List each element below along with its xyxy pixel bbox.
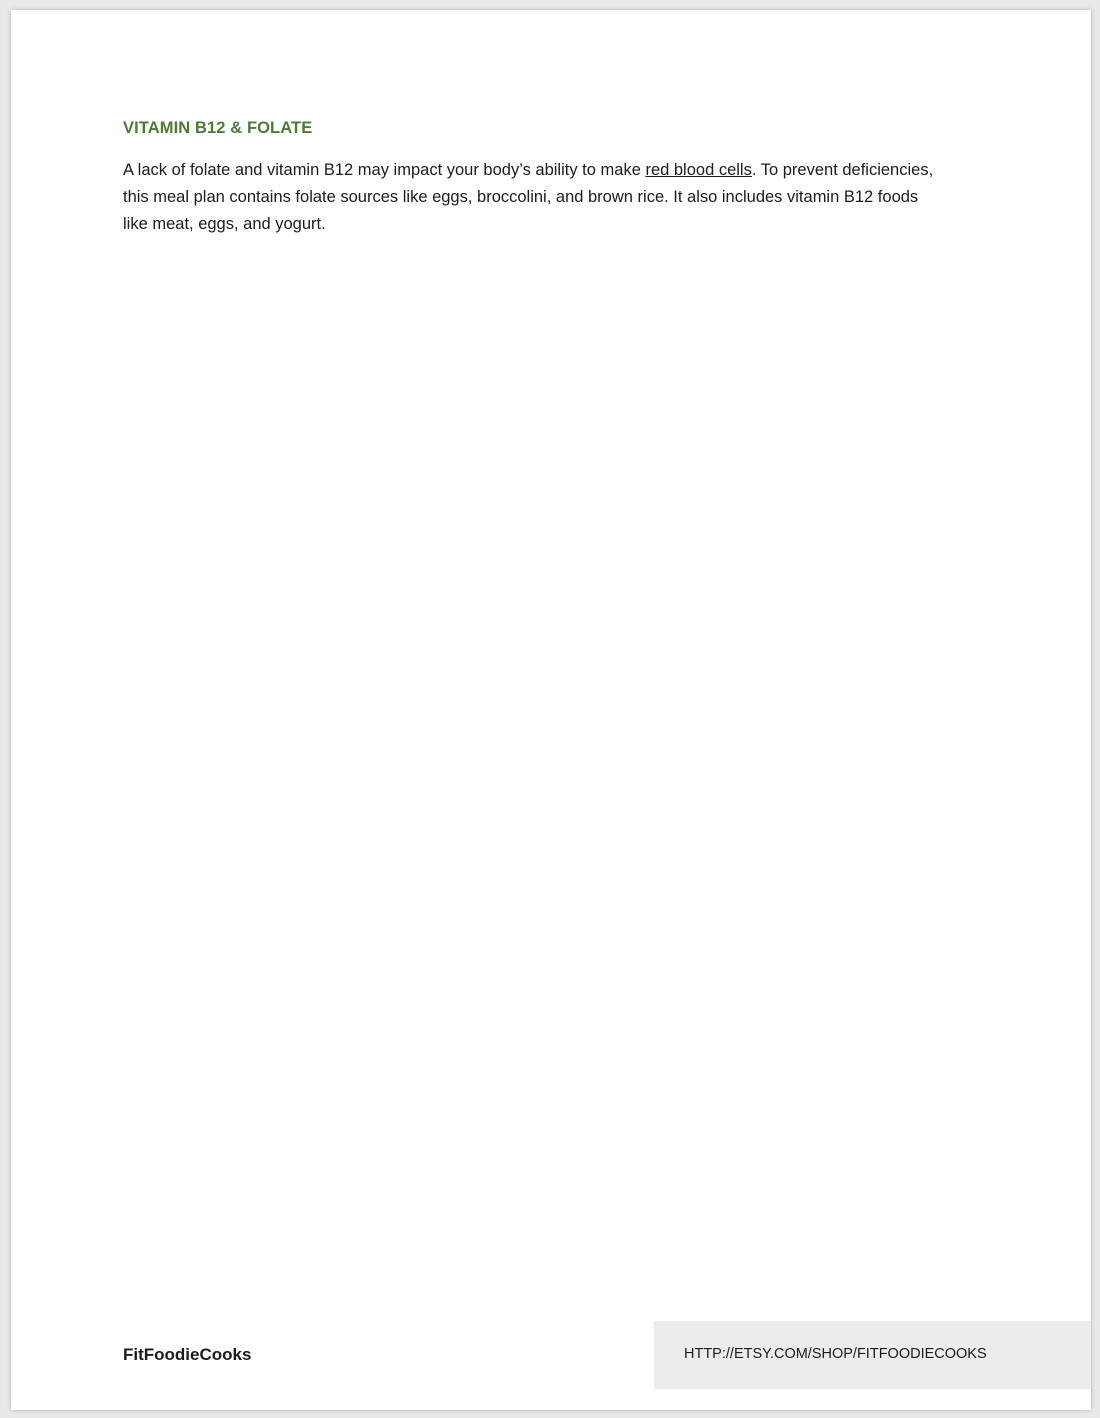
red-blood-cells-link[interactable]: red blood cells <box>645 161 752 179</box>
footer-url-box <box>654 1321 1091 1389</box>
body-text-end: . To prevent deficiencies, this meal plan contains folate sources like eggs, broccolini, and brown rice. It also includes vitamin B12 foods like meat, eggs, and yogurt. <box>123 161 934 233</box>
footer-brand: FitFoodieCooks <box>123 1345 252 1364</box>
footer-etsy-link[interactable]: HTTP://ETSY.COM/SHOP/FITFOODIECOOKS <box>684 1346 987 1362</box>
document-page <box>11 10 1091 1410</box>
section-body-paragraph <box>123 157 943 238</box>
body-text-start: A lack of folate and vitamin B12 may impact your body’s ability to make <box>123 161 646 179</box>
section-heading: VITAMIN B12 & FOLATE <box>123 119 313 137</box>
